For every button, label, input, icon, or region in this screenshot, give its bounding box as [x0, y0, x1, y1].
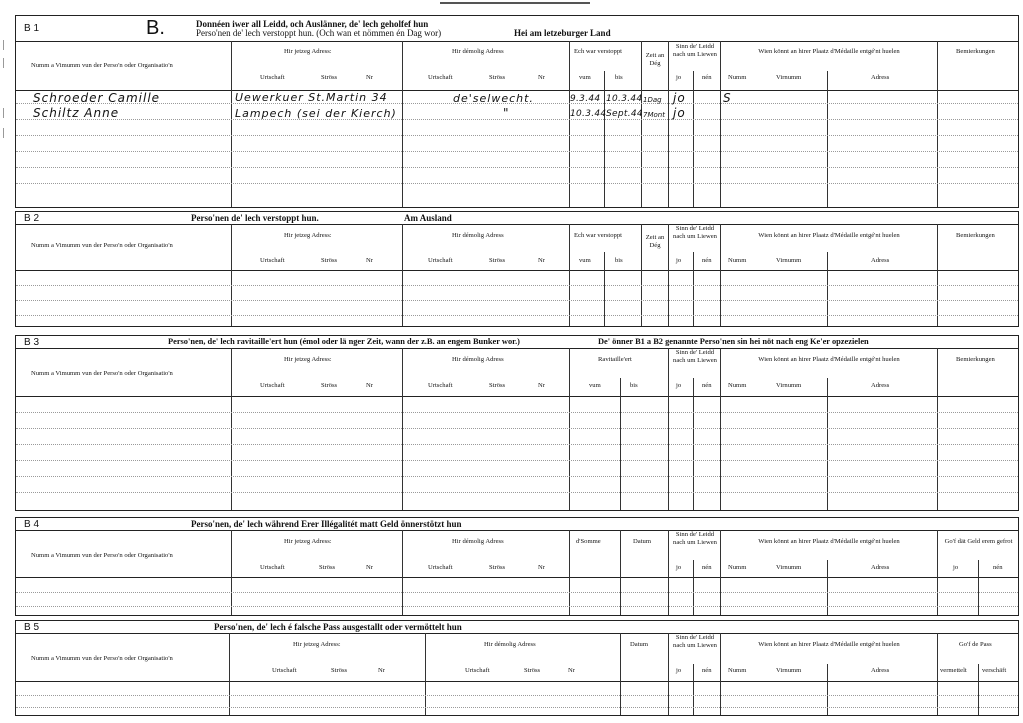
- subheader-nen: nén: [993, 564, 1003, 571]
- col-header-old-address: Hir démolig Adress: [452, 232, 504, 239]
- subheader-virnumm: Virnumm: [776, 74, 802, 81]
- entry-medal: S: [723, 91, 732, 105]
- entry-old-address: de'selwecht.: [453, 92, 534, 105]
- section-title-right: Hei am letzeburger Land: [514, 28, 611, 38]
- subheader-stross: Ströss: [319, 564, 336, 571]
- subheader-stross: Ströss: [321, 382, 338, 389]
- entry-line: [16, 606, 1018, 607]
- subheader-nr: Nr: [366, 564, 373, 571]
- col-header-datum: Datum: [630, 641, 648, 648]
- subheader-nen: nén: [702, 74, 712, 81]
- subheader-urtschaft: Urtschaft: [428, 257, 453, 264]
- subheader-bis: bis: [615, 74, 623, 81]
- entry-line: [16, 476, 1018, 477]
- col-header-medal: Wien könnt an hirer Plaatz d'Médaille entgé'nt huelen: [758, 356, 900, 363]
- subheader-adress: Adress: [871, 564, 890, 571]
- section-title: Perso'nen, de' lech während Erer Illégalitét matt Geld önnerstötzt hun: [191, 519, 462, 529]
- entry-zeit: 7Mont: [643, 111, 665, 119]
- column-rule: [620, 633, 621, 715]
- entry-line: [16, 592, 1018, 593]
- entry-name: Schiltz Anne: [33, 106, 120, 120]
- header-bottom-rule: [16, 90, 1018, 91]
- header-bottom-rule: [16, 396, 1018, 397]
- margin-mark: [3, 128, 7, 138]
- section-number: B 5: [24, 622, 40, 633]
- entry-current-address: Lampech (sei der Kierch): [235, 107, 397, 120]
- entry-line: [16, 135, 1018, 136]
- subheader-stross: Ströss: [489, 564, 506, 571]
- entry-line: [16, 285, 1018, 286]
- subheader-nen: nén: [702, 564, 712, 571]
- col-header-remarks: Bemierkungen: [956, 356, 995, 363]
- column-rule: [402, 348, 403, 510]
- column-rule: [827, 71, 828, 207]
- col-header-alive: Sinn de' Leidd nach um Liewen: [673, 634, 717, 649]
- section-b2: [15, 211, 1019, 327]
- col-header-alive: Sinn de' Leidd nach um Liewen: [673, 225, 717, 240]
- subheader-nr: Nr: [568, 667, 575, 674]
- entry-line: [16, 695, 1018, 696]
- subheader-stross: Ströss: [524, 667, 541, 674]
- subheader-nen: nén: [702, 382, 712, 389]
- subheader-nr: Nr: [538, 564, 545, 571]
- column-rule: [668, 224, 669, 326]
- subheader-adress: Adress: [871, 667, 890, 674]
- subheader-stross: Ströss: [331, 667, 348, 674]
- col-header-old-address: Hir démolig Adress: [452, 356, 504, 363]
- subheader-numm: Numm: [728, 257, 747, 264]
- col-header-name: Numm a Vimumm vun der Perso'n oder Organisatio'n: [31, 552, 173, 559]
- subheader-nr: Nr: [378, 667, 385, 674]
- col-header-medal: Wien könnt an hirer Plaatz d'Médaille entgé'nt huelen: [758, 538, 900, 545]
- section-b2-titlebar: [16, 212, 1018, 225]
- subheader-urtschaft: Urtschaft: [260, 382, 285, 389]
- col-header-current-address: Hir jetzeg Adress:: [284, 538, 332, 545]
- subheader-urtschaft: Urtschaft: [272, 667, 297, 674]
- subheader-nr: Nr: [538, 74, 545, 81]
- entry-vum: 10.3.44: [570, 109, 607, 119]
- subheader-nen: nén: [702, 257, 712, 264]
- subheader-numm: Numm: [728, 74, 747, 81]
- subheader-nr: Nr: [366, 257, 373, 264]
- section-b4: [15, 517, 1019, 616]
- subheader-adress: Adress: [871, 257, 890, 264]
- col-header-remarks: Bemierkungen: [956, 232, 995, 239]
- subheader-stross: Ströss: [321, 74, 338, 81]
- subheader-urtschaft: Urtschaft: [465, 667, 490, 674]
- section-letter: B.: [146, 17, 165, 39]
- entry-bis: 10.3.44: [606, 94, 643, 104]
- section-b4-titlebar: [16, 518, 1018, 531]
- col-header-old-address: Hir démolig Adress: [484, 641, 536, 648]
- entry-line: [16, 428, 1018, 429]
- entry-line: [16, 119, 1018, 120]
- section-number: B 1: [24, 23, 40, 34]
- column-rule: [720, 633, 721, 715]
- subheader-vermettelt: vermettelt: [940, 667, 967, 674]
- column-rule: [569, 530, 570, 615]
- subheader-numm: Numm: [728, 667, 747, 674]
- section-title: Perso'nen, de' lech ravitaille'ert hun (émol oder lä nger Zeit, wann der z.B. an engem Bunker wor.): [168, 337, 520, 346]
- column-rule: [425, 633, 426, 715]
- section-b3: [15, 335, 1019, 511]
- column-rule: [693, 71, 694, 207]
- section-title-right: De' önner B1 a B2 genannte Perso'nen sin hei nöt nach eng Ke'er opzezielen: [598, 337, 869, 346]
- subheader-jo: jo: [676, 74, 682, 81]
- entry-zeit: 1Dag: [643, 96, 662, 104]
- section-number: B 4: [24, 519, 40, 530]
- subheader-virnumm: Virnumm: [776, 257, 802, 264]
- entry-old-address: ": [503, 106, 510, 120]
- entry-line: [16, 444, 1018, 445]
- subheader-vum: vum: [579, 257, 591, 264]
- subheader-urtschaft: Urtschaft: [260, 257, 285, 264]
- col-header-name: Numm a Vimumm vun der Perso'n oder Organisatio'n: [31, 370, 173, 377]
- col-header-zeit: Zeit an Dég: [645, 52, 665, 67]
- subheader-adress: Adress: [871, 382, 890, 389]
- col-header-hidden: Ech war verstoppt: [574, 232, 622, 239]
- column-rule: [402, 224, 403, 326]
- entry-name: Schroeder Camille: [33, 91, 161, 105]
- column-rule: [937, 633, 938, 715]
- col-header-name: Numm a Vimumm vun der Perso'n oder Organisatio'n: [31, 655, 173, 662]
- section-number: B 3: [24, 337, 40, 348]
- section-title: Perso'nen de' lech verstoppt hun.: [191, 213, 319, 223]
- subheader-virnumm: Virnumm: [776, 382, 802, 389]
- entry-line: [16, 492, 1018, 493]
- column-rule: [402, 530, 403, 615]
- header-bottom-rule: [16, 681, 1018, 682]
- header-bottom-rule: [16, 270, 1018, 271]
- subheader-stross: Ströss: [489, 74, 506, 81]
- subheader-virnumm: Virnumm: [776, 564, 802, 571]
- subheader-nr: Nr: [538, 257, 545, 264]
- col-header-medal: Wien könnt an hirer Plaatz d'Médaille entgé'nt huelen: [758, 641, 900, 648]
- subheader-nr: Nr: [366, 382, 373, 389]
- subheader-urtschaft: Urtschaft: [428, 74, 453, 81]
- section-number: B 2: [24, 213, 40, 224]
- col-header-current-address: Hir jetzeg Adress:: [293, 641, 341, 648]
- entry-line: [16, 300, 1018, 301]
- column-rule: [641, 224, 642, 326]
- subheader-jo: jo: [676, 257, 682, 264]
- col-header-alive: Sinn de' Leidd nach um Liewen: [673, 531, 717, 546]
- section-title: Perso'nen, de' lech é falsche Pass ausgestallt oder vermöttelt hun: [214, 622, 462, 632]
- subheader-verschaft: verschäft: [982, 667, 1007, 674]
- col-header-hidden: Ech war verstoppt: [574, 48, 622, 55]
- subheader-adress: Adress: [871, 74, 890, 81]
- col-header-current-address: Hir jetzeg Adress:: [284, 356, 332, 363]
- entry-bis: Sept.44: [606, 109, 643, 119]
- col-header-current-address: Hir jetzeg Adress:: [284, 232, 332, 239]
- entry-alive: jo: [673, 91, 686, 105]
- col-header-name: Numm a Vimumm vun der Perso'n oder Organisatio'n: [31, 62, 173, 69]
- column-rule: [937, 348, 938, 510]
- col-header-remarks: Bemierkungen: [956, 48, 995, 55]
- entry-vum: 9.3.44: [570, 94, 601, 104]
- column-rule: [231, 348, 232, 510]
- subheader-urtschaft: Urtschaft: [260, 74, 285, 81]
- section-b5: [15, 620, 1019, 716]
- col-header-alive: Sinn de' Leidd nach um Liewen: [673, 43, 717, 58]
- subheader-stross: Ströss: [489, 382, 506, 389]
- margin-mark: [3, 58, 7, 68]
- col-header-old-address: Hir démolig Adress: [452, 48, 504, 55]
- entry-line: [16, 183, 1018, 184]
- subheader-urtschaft: Urtschaft: [260, 564, 285, 571]
- column-rule: [720, 224, 721, 326]
- section-subtitle: Perso'nen de' lech verstoppt hun. (Och wan et nömmen én Dag wor): [196, 28, 442, 38]
- subheader-jo: jo: [676, 382, 682, 389]
- col-header-datum: Datum: [633, 538, 651, 545]
- entry-line: [16, 167, 1018, 168]
- column-rule: [937, 530, 938, 615]
- col-header-medal: Wien könnt an hirer Plaatz d'Médaille entgé'nt huelen: [758, 232, 900, 239]
- col-header-alive: Sinn de' Leidd nach um Liewen: [673, 349, 717, 364]
- col-header-ravitailleert: Ravitaille'ert: [598, 356, 632, 363]
- col-header-somme: d'Somme: [576, 538, 601, 545]
- column-rule: [620, 530, 621, 615]
- col-header-pass: Go'f de Pass: [959, 641, 992, 648]
- section-b1: [15, 15, 1019, 208]
- entry-current-address: Uewerkuer St.Martin 34: [235, 91, 388, 104]
- column-rule: [569, 348, 570, 510]
- column-rule: [569, 224, 570, 326]
- column-rule: [231, 224, 232, 326]
- section-b5-titlebar: [16, 621, 1018, 634]
- section-title: Donnéen iwer all Leidd, och Auslänner, de' lech geholfef hun: [196, 19, 429, 29]
- subheader-numm: Numm: [728, 382, 747, 389]
- subheader-stross: Ströss: [321, 257, 338, 264]
- subheader-jo: jo: [953, 564, 959, 571]
- subheader-nen: nén: [702, 667, 712, 674]
- column-rule: [668, 530, 669, 615]
- subheader-vum: vum: [589, 382, 601, 389]
- entry-line: [16, 460, 1018, 461]
- subheader-urtschaft: Urtschaft: [428, 564, 453, 571]
- subheader-bis: bis: [630, 382, 638, 389]
- column-rule: [720, 348, 721, 510]
- column-rule: [604, 71, 605, 207]
- entry-line: [16, 315, 1018, 316]
- col-header-zeit: Zeit an Dég: [645, 234, 665, 249]
- column-rule: [668, 633, 669, 715]
- subheader-urtschaft: Urtschaft: [428, 382, 453, 389]
- subheader-vum: vum: [579, 74, 591, 81]
- column-rule: [668, 348, 669, 510]
- margin-mark: [3, 40, 7, 50]
- subheader-virnumm: Virnumm: [776, 667, 802, 674]
- subheader-stross: Ströss: [489, 257, 506, 264]
- column-rule: [229, 633, 230, 715]
- subheader-jo: jo: [676, 564, 682, 571]
- entry-line: [16, 707, 1018, 708]
- top-edge-mark: [440, 2, 590, 4]
- section-title-right: Am Ausland: [404, 213, 452, 223]
- subheader-nr: Nr: [538, 382, 545, 389]
- col-header-medal: Wien könnt an hirer Plaatz d'Médaille entgé'nt huelen: [758, 48, 900, 55]
- col-header-current-address: Hir jetzeg Adress:: [284, 48, 332, 55]
- column-rule: [231, 530, 232, 615]
- entry-line: [16, 412, 1018, 413]
- header-bottom-rule: [16, 577, 1018, 578]
- column-rule: [937, 224, 938, 326]
- entry-alive: jo: [673, 106, 686, 120]
- col-header-money-requested: Go'f dät Geld erem gefrot: [944, 538, 1013, 545]
- entry-line: [16, 151, 1018, 152]
- col-header-old-address: Hir démolig Adress: [452, 538, 504, 545]
- subheader-jo: jo: [676, 667, 682, 674]
- subheader-nr: Nr: [366, 74, 373, 81]
- margin-mark: [3, 108, 7, 118]
- col-header-name: Numm a Vimumm vun der Perso'n oder Organisatio'n: [31, 242, 173, 249]
- column-rule: [720, 530, 721, 615]
- subheader-bis: bis: [615, 257, 623, 264]
- subheader-numm: Numm: [728, 564, 747, 571]
